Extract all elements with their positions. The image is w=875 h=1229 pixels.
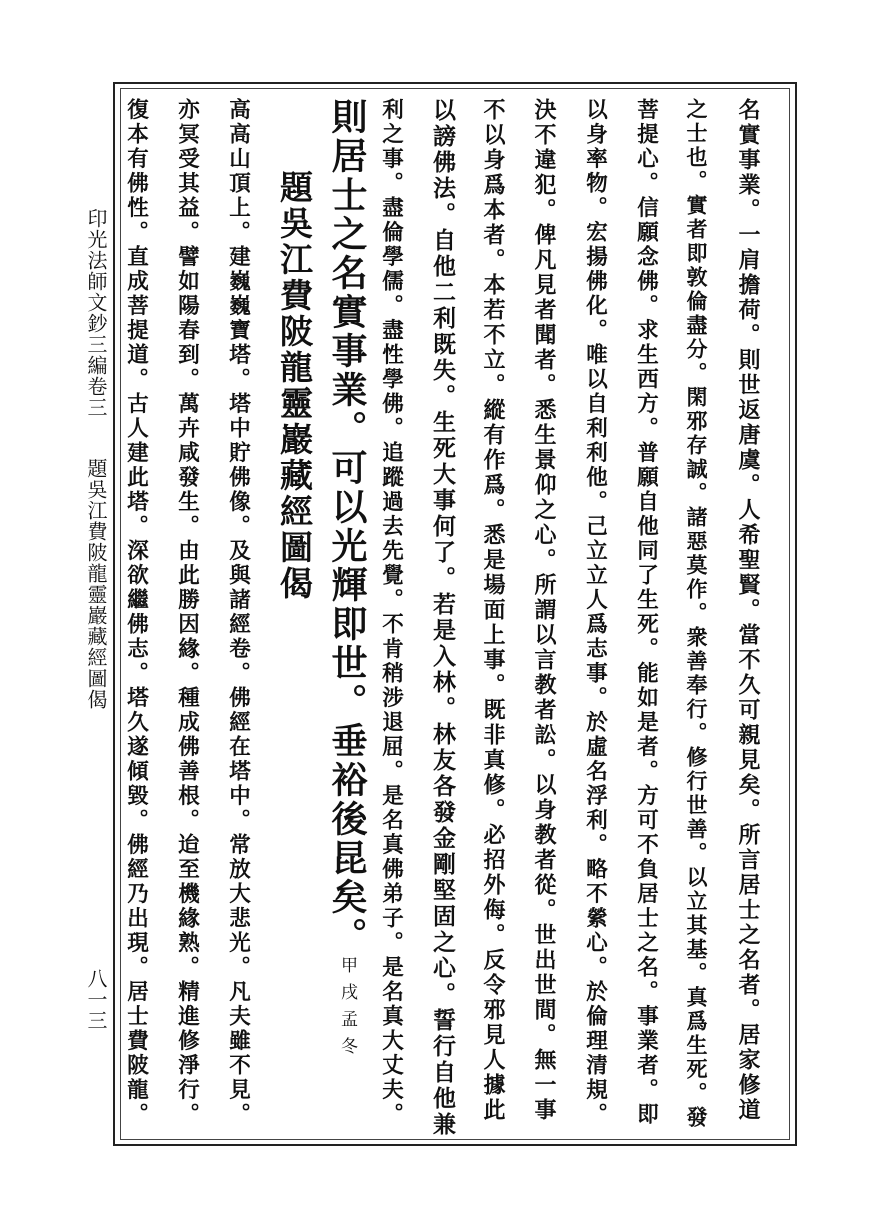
poem-column-3: 復本有佛性。直成菩提道。古人建此塔。深欲繼佛志。塔久遂傾毀。佛經乃出現。居士費陂龍。 <box>123 98 149 1127</box>
text-column-7: 以謗佛法。自他二利既失。生死大事何了。若是入林。林友各發金剛堅固之心。誓行自他兼 <box>429 98 456 1138</box>
text-column-4: 以身率物。宏揚佛化。唯以自利利他。己立立人爲志事。於虛名浮利。略不縈心。於倫理清規。 <box>582 98 608 1127</box>
text-column-5: 決不違犯。俾凡見者聞者。悉生景仰之心。所謂以言教者訟。以身教者從。世出世間。無一事 <box>531 98 557 1123</box>
text-column-6: 不以身爲本者。本若不立。縱有作爲。悉是場面上事。既非真修。必招外侮。反令邪見人據此 <box>480 98 506 1123</box>
text-column-3: 菩提心。信願念佛。求生西方。普願自他同了生死。能如是者。方可不負居士之名。事業者。即 <box>633 98 659 1127</box>
text-column-8: 利之事。盡倫學儒。盡性學佛。追蹤過去先覺。不肯稍涉退屈。是名真佛弟子。是名真大丈夫。 <box>378 98 404 1127</box>
text-column-9-body: 則居士之名實事業。可以光輝即世。垂裕後昆矣。 <box>326 98 368 956</box>
running-section-title: 題吳江費陂龍靈巖藏經圖偈 <box>84 458 108 710</box>
book-title: 印光法師文鈔三編卷三 <box>84 208 108 418</box>
text-column-1: 名實事業。一肩擔荷。則世返唐虞。人希聖賢。當不久可親見矣。所言居士之名者。居家修道 <box>735 98 761 1123</box>
text-column-2: 之士也。實者即敦倫盡分。閑邪存誠。諸惡莫作。衆善奉行。修行世善。以立其基。真爲生死。發 <box>684 98 709 1130</box>
date-note: 甲戌孟冬 <box>337 956 357 1064</box>
page-number: 八一三 <box>84 968 108 1031</box>
poem-column-2: 亦冥受其益。譬如陽春到。萬卉咸發生。由此勝因緣。種成佛善根。迨至機緣熟。精進修淨行。 <box>174 98 200 1127</box>
text-column-9 <box>326 98 368 1064</box>
poem-title: 題吳江費陂龍靈巖藏經圖偈 <box>275 170 314 602</box>
poem-column-1: 高高山頂上。建巍巍寶塔。塔中貯佛像。及與諸經卷。佛經在塔中。常放大悲光。凡夫雖不見。 <box>225 98 251 1127</box>
